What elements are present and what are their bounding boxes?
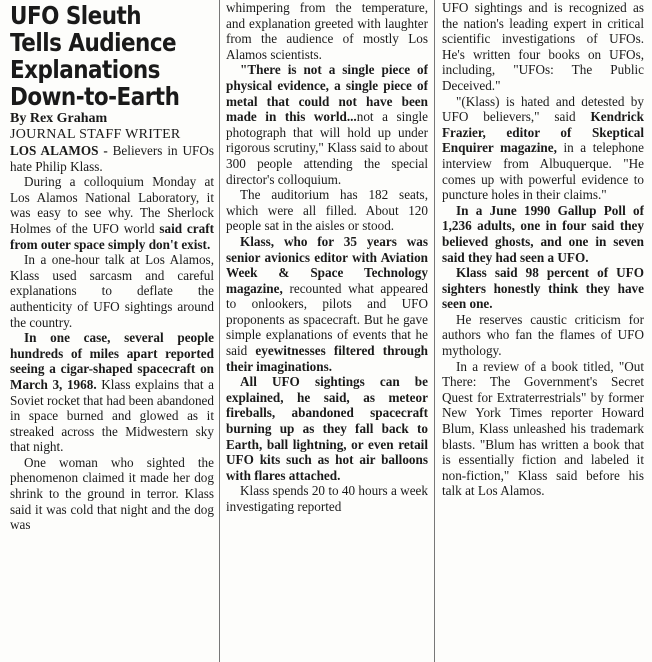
paragraph: Klass spends 20 to 40 hours a week investigating reported — [226, 483, 428, 514]
column-2 — [226, 0, 428, 662]
headline-line: UFO Sleuth — [10, 1, 142, 30]
column-3 — [442, 0, 644, 662]
paragraph: In a one-hour talk at Los Alamos, Klass used sarcasm and careful explanations to deflate the authenticity of UFO sightings around the country. — [10, 252, 214, 330]
headline-line: Down-to-Earth — [10, 82, 180, 111]
paragraph: In a review of a book titled, "Out There: The Government's Secret Quest for Extraterrestrials" by former New York Times reporter Howard Blum, Klass unleashed his trademark blasts. "Blum has written a book that is essentially fiction and labeled it non-fiction," Klass said before his talk at Los Alamos. — [442, 358, 644, 499]
paragraph: All UFO sightings can be explained, he said, as meteor fireballs, abandoned spacecraft burning up as they fall back to Earth, ball lightning, or even retail UFO kits such as hot air balloons with flares attached. — [226, 374, 428, 483]
column-rule — [219, 0, 220, 662]
headline-line: Tells Audience — [10, 28, 177, 57]
paragraph: In one case, several people hundreds of miles apart reported seeing a cigar-shaped spacecraft on March 3, 1968. Klass explains that a Soviet rocket that had been abandoned in space burned and glowed as it streaked across the Midwestern sky that night. — [10, 330, 214, 455]
paragraph: Klass said 98 percent of UFO sighters honestly think they have seen one. — [442, 265, 644, 312]
headline-line: Explanations — [10, 55, 160, 84]
paragraph: whimpering from the temperature, and explanation greeted with laughter from the audience of mostly Los Alamos scientists. — [226, 0, 428, 62]
paragraph: Klass, who for 35 years was senior avionics editor with Aviation Week & Space Technology magazine, recounted what appeared to onlookers, pilots and UFO proponents as spacecraft. But he gave simple explanations of events that he said eyewitnesses filtered through their imaginations. — [226, 233, 428, 374]
byline: By Rex Graham — [10, 111, 108, 126]
paragraph: "There is not a single piece of physical evidence, a single piece of metal that could not have been made in this world...not a single photograph that will hold up under rigorous scrutiny," Klass said to about 300 people attending the special director's colloquium. — [226, 62, 428, 187]
column-1 — [10, 0, 214, 662]
paragraph: UFO sightings and is recognized as the nation's leading expert in critical scientific investigations of UFOs. He's written four books on UFOs, including, "UFOs: The Public Deceived." — [442, 0, 644, 93]
paragraph: LOS ALAMOS - Believers in UFOs hate Philip Klass. — [10, 143, 214, 174]
column-rule — [434, 0, 435, 662]
paragraph: One woman who sighted the phenomenon claimed it made her dog shrink to the ground in terror. Klass said it was cold that night and the dog was — [10, 454, 214, 533]
headline — [10, 2, 213, 110]
paragraph: "(Klass) is hated and detested by UFO believers," said Kendrick Frazier, editor of Skeptical Enquirer magazine, in a telephone interview from Albuquerque. "He comes up with powerful evidence to puncture holes in their claims." — [442, 93, 644, 203]
paragraph: He reserves caustic criticism for authors who fan the flames of UFO mythology. — [442, 311, 644, 359]
staff-line: JOURNAL STAFF WRITER — [10, 127, 181, 142]
paragraph: During a colloquium Monday at Los Alamos National Laboratory, it was easy to see why. The Sherlock Holmes of the UFO world said craft from outer space simply don't exist. — [10, 174, 214, 252]
dateline: LOS ALAMOS - — [10, 143, 108, 158]
paragraph: In a June 1990 Gallup Poll of 1,236 adults, one in four said they believed ghosts, and one in seven said they had seen a UFO. — [442, 202, 644, 265]
paragraph: The auditorium has 182 seats, which were all filled. About 120 people sat in the aisles or stood. — [226, 187, 428, 234]
